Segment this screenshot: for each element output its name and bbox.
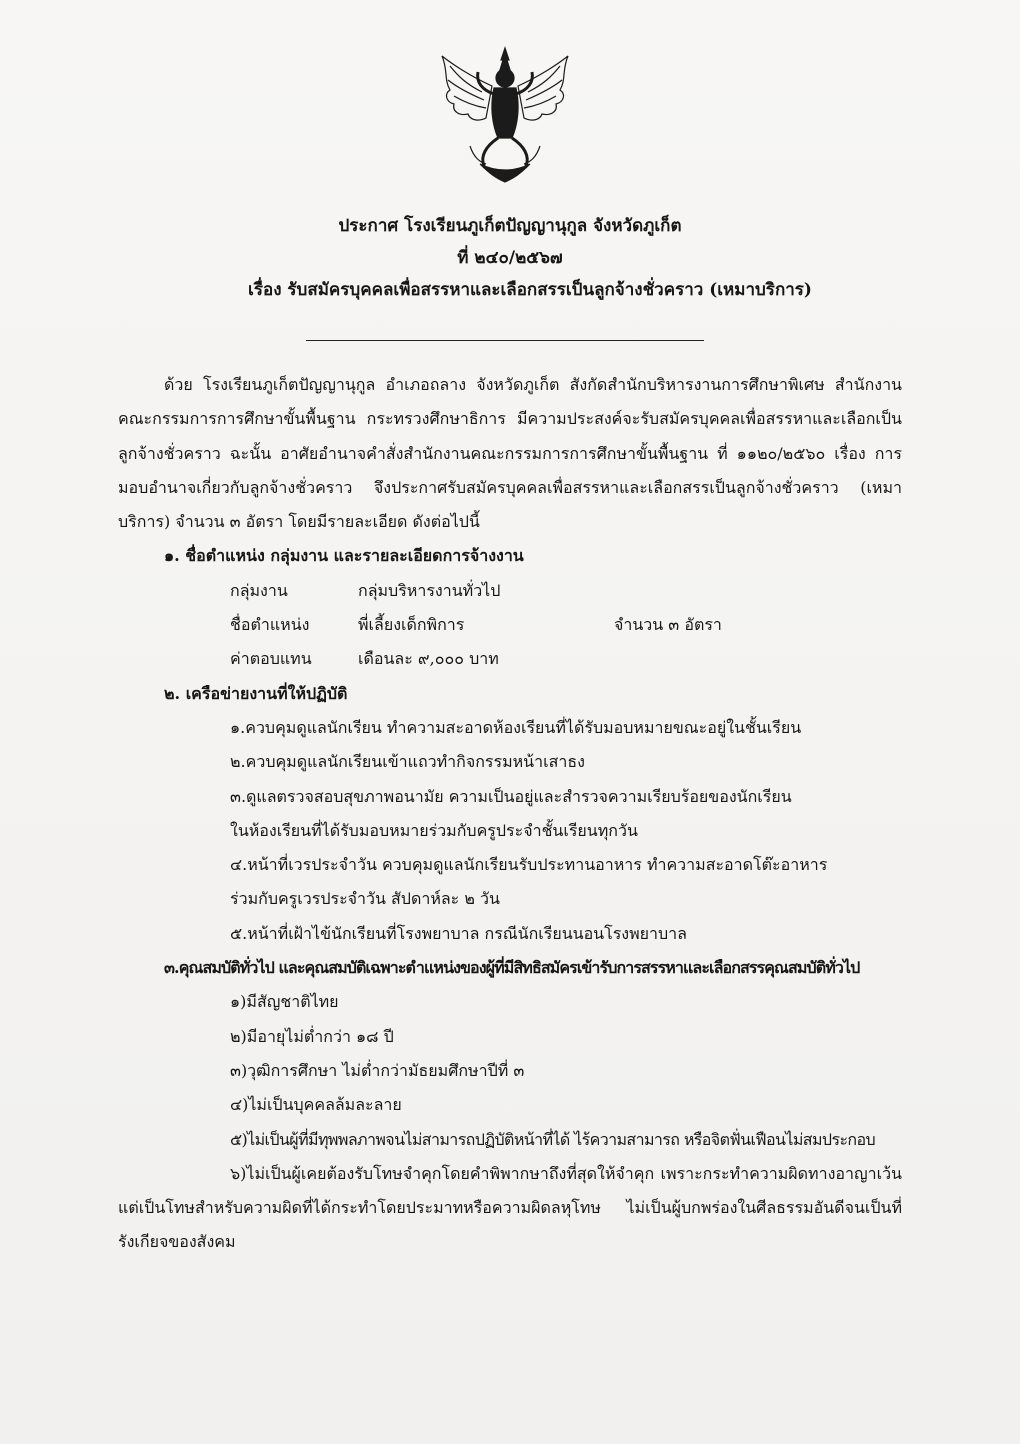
duty-item: ๔.หน้าที่เวรประจำวัน ควบคุมดูแลนักเรียนรับประทานอาหาร ทำความสะอาดโต๊ะอาหาร [230, 855, 828, 875]
intro-paragraph: ด้วย โรงเรียนภูเก็ตปัญญานุกูล อำเภอถลาง จังหวัดภูเก็ต สังกัดสำนักบริหารงานการศึกษาพิเศษ สำนักงานคณะกรรมการการศึกษาขั้นพื้นฐาน กระทรวงศึกษาธิการ มีความประสงค์จะรับสมัครบุคคลเพื่อสรรหาและเลือกเป็นลูกจ้างชั่วคราว ฉะนั้น อาศัยอำนาจคำสั่งสำนักงานคณะกรรมการการศึกษาขั้นพื้นฐาน ที่ ๑๑๒๐/๒๕๖๐ เรื่อง การมอบอำนาจเกี่ยวกับลูกจ้างชั่วคราว จึงประกาศรับสมัครบุคคลเพื่อสรรหาและเลือกสรรเป็นลูกจ้างชั่วคราว (เหมาบริการ) จำนวน ๓ อัตรา โดยมีรายละเอียด ดังต่อไปนี้ [118, 375, 902, 532]
section-1-heading: ๑. ชื่อตำแหน่ง กลุ่มงาน และรายละเอียดการจ้างงาน [164, 546, 524, 566]
qualification-item: ๕)ไม่เป็นผู้ที่มีทุพพลภาพจนไม่สามารถปฏิบัติหน้าที่ได้ ไร้ความสามารถ หรือจิตฟั่นเฟือนไม่สมประกอบ [230, 1129, 876, 1149]
row-label: ชื่อตำแหน่ง [230, 615, 310, 635]
row-value: พี่เลี้ยงเด็กพิการ [358, 615, 465, 635]
qualification-item: ๑)มีสัญชาติไทย [230, 992, 339, 1012]
qualification-item: ๒)มีอายุไม่ต่ำกว่า ๑๘ ปี [230, 1026, 394, 1046]
duty-item-continued: ในห้องเรียนที่ได้รับมอบหมายร่วมกับครูประจำชั้นเรียนทุกวัน [230, 820, 638, 840]
row-value: เดือนละ ๙,๐๐๐ บาท [358, 649, 499, 669]
document-body [118, 368, 902, 1260]
duty-item: ๑.ควบคุมดูแลนักเรียน ทำความสะอาดห้องเรียนที่ได้รับมอบหมายขณะอยู่ในชั้นเรียน [230, 717, 802, 737]
row-label: ค่าตอบแทน [230, 649, 312, 669]
row-label: กลุ่มงาน [230, 580, 288, 600]
qualification-item-6: ๖)ไม่เป็นผู้เคยต้องรับโทษจำคุกโดยคำพิพากษาถึงที่สุดให้จำคุก เพราะกระทำความผิดทางอาญาเว้นแต่เป็นโทษสำหรับความผิดที่ได้กระทำโดยประมาทหรือความผิดลหุโทษ ไม่เป็นผู้บกพร่องในศีลธรรมอันดีจนเป็นที่รังเกียจของสังคม [118, 1163, 902, 1252]
section-1-row [118, 574, 902, 608]
section-3-heading: ๓.คุณสมบัติทั่วไป และคุณสมบัติเฉพาะตำแหน่งของผู้ที่มีสิทธิสมัครเข้ารับการสรรหาและเลือกสรรคุณสมบัติทั่วไป [164, 958, 860, 978]
qualification-item: ๔)ไม่เป็นบุคคลล้มละลาย [230, 1095, 402, 1115]
qualification-item: ๓)วุฒิการศึกษา ไม่ต่ำกว่ามัธยมศึกษาปีที่ ๓ [230, 1060, 525, 1080]
row-extra: จำนวน ๓ อัตรา [614, 615, 722, 635]
duty-item: ๕.หน้าที่เฝ้าไข้นักเรียนที่โรงพยาบาล กรณีนักเรียนนอนโรงพยาบาล [230, 923, 687, 943]
duty-item: ๓.ดูแลตรวจสอบสุขภาพอนามัย ความเป็นอยู่และสำรวจความเรียบร้อยของนักเรียน [230, 786, 792, 806]
section-1-row [118, 642, 902, 676]
duty-item: ๒.ควบคุมดูแลนักเรียนเข้าแถวทำกิจกรรมหน้าเสาธง [230, 752, 585, 772]
duty-item-continued: ร่วมกับครูเวรประจำวัน สัปดาห์ละ ๒ วัน [230, 889, 500, 909]
section-2-heading: ๒. เครือข่ายงานที่ให้ปฏิบัติ [164, 683, 348, 703]
announcement-title: ประกาศ โรงเรียนภูเก็ตปัญญานุกูล จังหวัดภูเก็ต [338, 216, 682, 236]
announcement-header [0, 210, 1020, 306]
header-divider [306, 340, 704, 341]
row-value: กลุ่มบริหารงานทั่วไป [358, 580, 501, 600]
announcement-subject: เรื่อง รับสมัครบุคคลเพื่อสรรหาและเลือกสรรเป็นลูกจ้างชั่วคราว (เหมาบริการ) [248, 280, 812, 300]
garuda-emblem-icon [430, 46, 580, 186]
announcement-number: ที่ ๒๔๐/๒๕๖๗ [457, 248, 563, 268]
section-1-row [118, 608, 902, 642]
